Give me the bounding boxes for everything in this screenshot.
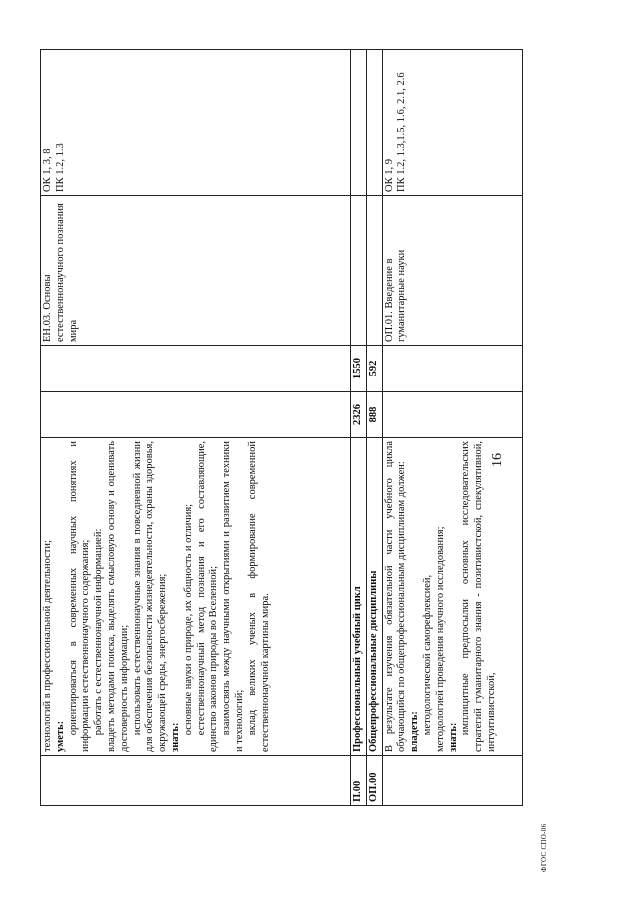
content-line: методологической саморефлексией, (421, 574, 433, 736)
content-heading: владеть: (409, 711, 421, 752)
table-row (351, 50, 367, 806)
content-line: вклад великих ученых в формирование современной естественнонаучной картины мира. (246, 441, 271, 752)
total-hours-cell: 888 (366, 392, 382, 438)
discipline-cell: ОП.01. Введение в гуманитарные науки (382, 196, 522, 346)
mandatory-hours-cell (382, 346, 522, 392)
mandatory-hours-cell: 1550 (351, 346, 367, 392)
content-line: В результате изучения обязательной части учебного цикла обучающийся по общепрофессиональным дисциплинам должен: (383, 441, 408, 752)
content-line: технологий в профессиональной деятельности; (42, 540, 53, 752)
content-heading: знать: (169, 722, 181, 752)
total-hours-cell: 2326 (351, 392, 367, 438)
discipline-cell: ЕН.03. Основы естественнонаучного познания мира (41, 196, 351, 346)
competencies-cell (351, 50, 367, 196)
content-line: работать с естественнонаучной информацией: (93, 528, 105, 736)
discipline-cell (351, 196, 367, 346)
discipline-cell (366, 196, 382, 346)
table-row (41, 50, 351, 806)
content-heading: знать: (447, 722, 459, 752)
section-title: Профессиональный учебный цикл (351, 438, 367, 756)
table-row (382, 50, 522, 806)
table-row (366, 50, 382, 806)
code-cell (382, 756, 522, 806)
curriculum-table (40, 49, 523, 806)
total-hours-cell (382, 392, 522, 438)
competencies-cell: ОК 1, 3, 8 ПК 1.2, 1.3 (41, 50, 351, 196)
content-cell (382, 438, 522, 756)
content-line: имплицитные предпосылки основных исследовательских стратегий гуманитарного знания - позитивистской, спекулятивной, интуитивистской, (460, 441, 497, 752)
content-line: методологией проведения научного исследования; (434, 526, 446, 752)
competencies-cell (366, 50, 382, 196)
content-line: взаимосвязь между научными открытиями и развитием техники и технологий; (221, 441, 245, 752)
competencies-cell: ОК 1, 9 ПК 1.2, 1.3,1.5, 1.6, 2.1, 2.6 (382, 50, 522, 196)
content-line: использовать естественнонаучные знания в повседневной жизни для обеспечения безопасности жизнедеятельности, охраны здоровья, окружающей среды, энергосбережения; (131, 441, 169, 752)
document-footer: ФГОС СПО-06 (540, 823, 548, 872)
rotated-page (40, 35, 558, 880)
code-cell (41, 756, 351, 806)
total-hours-cell (41, 392, 351, 438)
content-line: основные науки о природе, их общность и отличия; (182, 503, 194, 736)
mandatory-hours-cell (41, 346, 351, 392)
mandatory-hours-cell: 592 (366, 346, 382, 392)
content-heading: уметь: (54, 720, 66, 752)
content-line: ориентироваться в современных научных понятиях и информации естественнонаучного содержания; (67, 441, 92, 752)
section-title: Общепрофессиональные дисциплины (366, 438, 382, 756)
content-line: владеть методами поиска, выделять смысловую основу и оценивать достоверность информации; (105, 441, 130, 752)
code-cell: П.00 (351, 756, 367, 806)
content-line: естественнонаучный метод познания и его составляющие, единство законов природы во Вселенной; (195, 441, 220, 752)
content-cell (41, 438, 351, 756)
page-number: 16 (490, 453, 505, 467)
code-cell: ОП.00 (366, 756, 382, 806)
